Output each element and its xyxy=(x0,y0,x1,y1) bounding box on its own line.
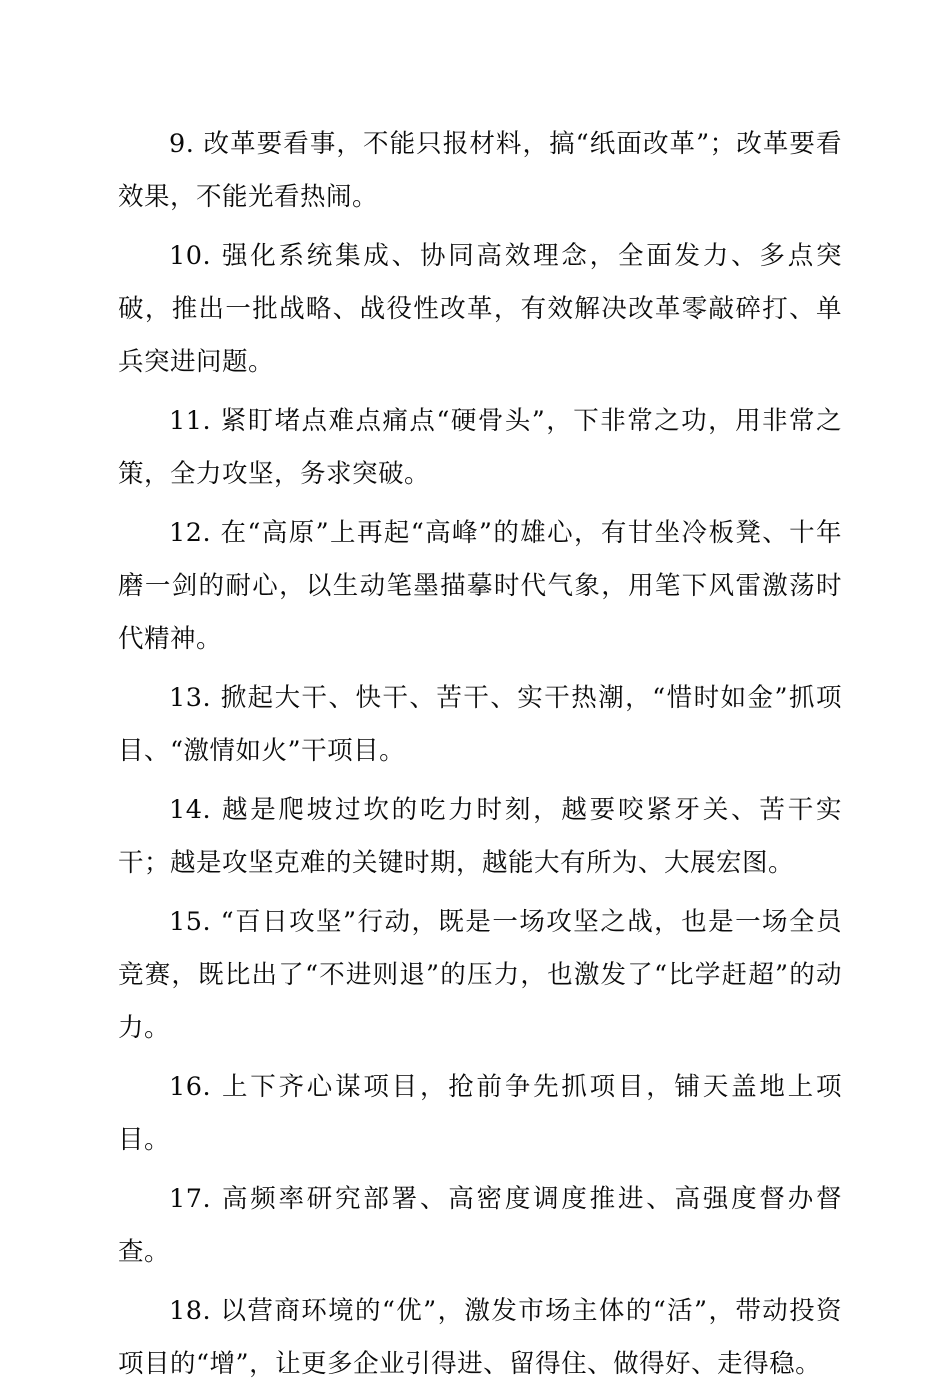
document-body xyxy=(118,118,842,1391)
paragraph-13: 13. 掀起大干、快干、苦干、实干热潮，“惜时如金”抓项目、“激情如火”干项目。 xyxy=(118,683,842,766)
paragraph-10: 10. 强化系统集成、协同高效理念，全面发力、多点突破，推出一批战略、战役性改革，有效解决改革零敲碎打、单兵突进问题。 xyxy=(118,241,842,377)
paragraph-18: 18. 以营商环境的“优”，激发市场主体的“活”，带动投资项目的“增”，让更多企业引得进、留得住、做得好、走得稳。 xyxy=(118,1296,842,1379)
paragraph-15: 15. “百日攻坚”行动，既是一场攻坚之战，也是一场全员竞赛，既比出了“不进则退”的压力，也激发了“比学赶超”的动力。 xyxy=(118,907,842,1043)
paragraph-17: 17. 高频率研究部署、高密度调度推进、高强度督办督查。 xyxy=(118,1184,842,1267)
paragraph-11: 11. 紧盯堵点难点痛点“硬骨头”，下非常之功，用非常之策，全力攻坚，务求突破。 xyxy=(118,406,842,489)
paragraph-14: 14. 越是爬坡过坎的吃力时刻，越要咬紧牙关、苦干实干；越是攻坚克难的关键时期，越能大有所为、大展宏图。 xyxy=(118,795,842,878)
paragraph-9: 9. 改革要看事，不能只报材料，搞“纸面改革”；改革要看效果，不能光看热闹。 xyxy=(118,129,842,212)
paragraph-12: 12. 在“高原”上再起“高峰”的雄心，有甘坐冷板凳、十年磨一剑的耐心，以生动笔墨描摹时代气象，用笔下风雷激荡时代精神。 xyxy=(118,518,842,654)
paragraph-16: 16. 上下齐心谋项目，抢前争先抓项目，铺天盖地上项目。 xyxy=(118,1072,842,1155)
